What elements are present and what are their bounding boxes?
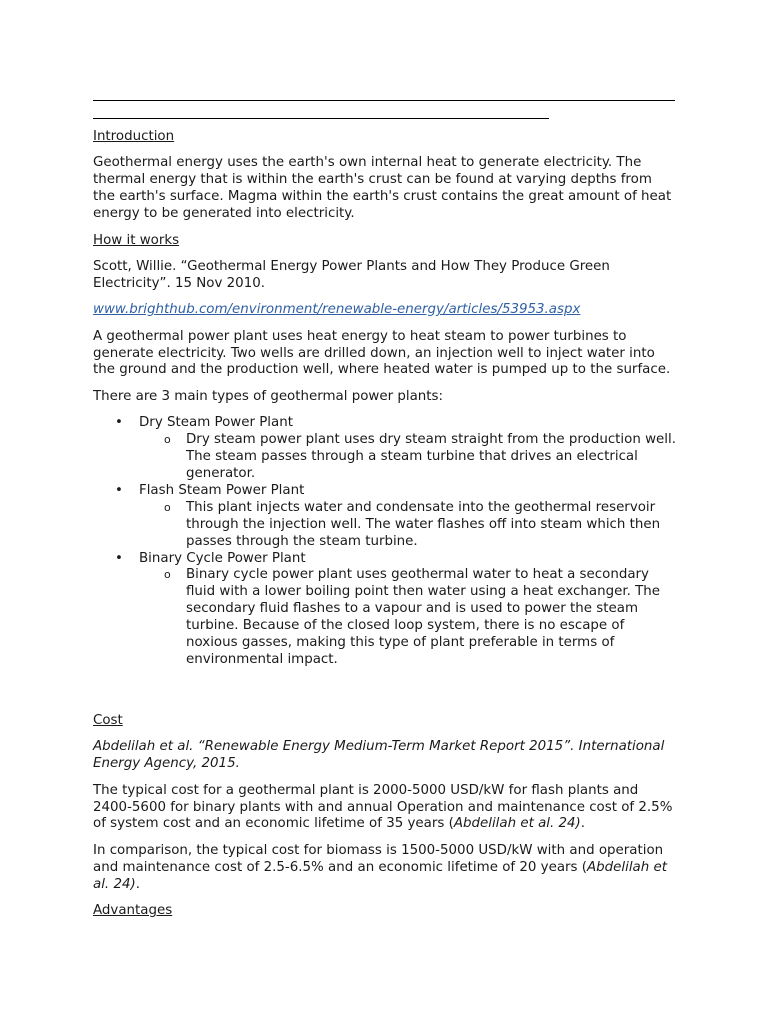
circle-bullet-icon: o <box>164 568 171 582</box>
how-it-works-heading: How it works <box>93 232 180 248</box>
plant-type-detail: Binary cycle power plant uses geothermal water to heat a secondary fluid with a lower boiling point then water using a heat exchanger. The secondary fluid flashes to a vapour and is used to power the steam turbine. Because of the closed loop system, there is no escape of noxious gasses, making this type of plant preferable in terms of environmental impact. <box>186 567 661 667</box>
list-item <box>139 500 677 551</box>
reference: Abdelilah et al. 24) <box>93 859 667 892</box>
circle-bullet-icon: o <box>164 433 171 447</box>
circle-bullet-icon: o <box>164 500 171 514</box>
cost-heading: Cost <box>93 712 123 728</box>
plant-types-intro: There are 3 main types of geothermal power plants: <box>93 388 444 404</box>
list-item <box>93 483 677 551</box>
list-item <box>93 551 677 669</box>
document-body <box>93 129 677 929</box>
title-rule-2 <box>93 118 549 119</box>
plant-types-list <box>93 415 677 669</box>
cost-paragraph-biomass: In comparison, the typical cost for biomass is 1500-5000 USD/kW with and operation and maintenance cost of 2.5-6.5% and an economic lifetime of 20 years (Abdelilah et al. 24). <box>93 842 667 892</box>
plant-type-detail: Dry steam power plant uses dry steam straight from the production well. The steam passes through a steam turbine that drives an electrical generator. <box>186 432 676 481</box>
scott-citation: Scott, Willie. “Geothermal Energy Power Plants and How They Produce Green Electricity”. 15 Nov 2010. <box>93 258 610 291</box>
introduction-heading: Introduction <box>93 129 175 144</box>
introduction-paragraph: Geothermal energy uses the earth's own internal heat to generate electricity. The thermal energy that is within the earth's crust can be found at varying depths from the earth's surface. Magma within the earth's crust contains the great amount of heat energy to be generated into electricity. <box>93 155 672 222</box>
list-item <box>139 432 677 483</box>
bullet-icon: • <box>115 415 123 431</box>
plant-type-name: Binary Cycle Power Plant <box>139 550 306 566</box>
iea-citation: Abdelilah et al. “Renewable Energy Medium-Term Market Report 2015”. International Energy Agency, 2015. <box>93 739 665 772</box>
advantages-heading: Advantages <box>93 903 173 919</box>
reference: Abdelilah et al. 24) <box>453 816 581 832</box>
how-it-works-paragraph: A geothermal power plant uses heat energy to heat steam to power turbines to generate electricity. Two wells are drilled down, an injection well to inject water into the ground and the production well, where heated water is pumped up to the surface. <box>93 328 671 378</box>
bullet-icon: • <box>115 550 123 566</box>
plant-type-name: Dry Steam Power Plant <box>139 415 293 431</box>
title-rule-1 <box>93 100 675 101</box>
plant-type-detail: This plant injects water and condensate into the geothermal reservoir through the injection well. The water flashes off into steam which then passes through the steam turbine. <box>186 499 661 549</box>
bullet-icon: • <box>115 482 123 498</box>
plant-type-name: Flash Steam Power Plant <box>139 482 305 498</box>
list-item <box>93 415 677 483</box>
list-item <box>139 567 677 668</box>
brighthub-link[interactable]: www.brighthub.com/environment/renewable-energy/articles/53953.aspx <box>93 302 581 318</box>
cost-paragraph-geothermal: The typical cost for a geothermal plant is 2000-5000 USD/kW for flash plants and 2400-5600 for binary plants with and annual Operation and maintenance cost of 2.5% of system cost and an economic lifetime of 35 years (Abdelilah et al. 24). <box>93 782 673 832</box>
